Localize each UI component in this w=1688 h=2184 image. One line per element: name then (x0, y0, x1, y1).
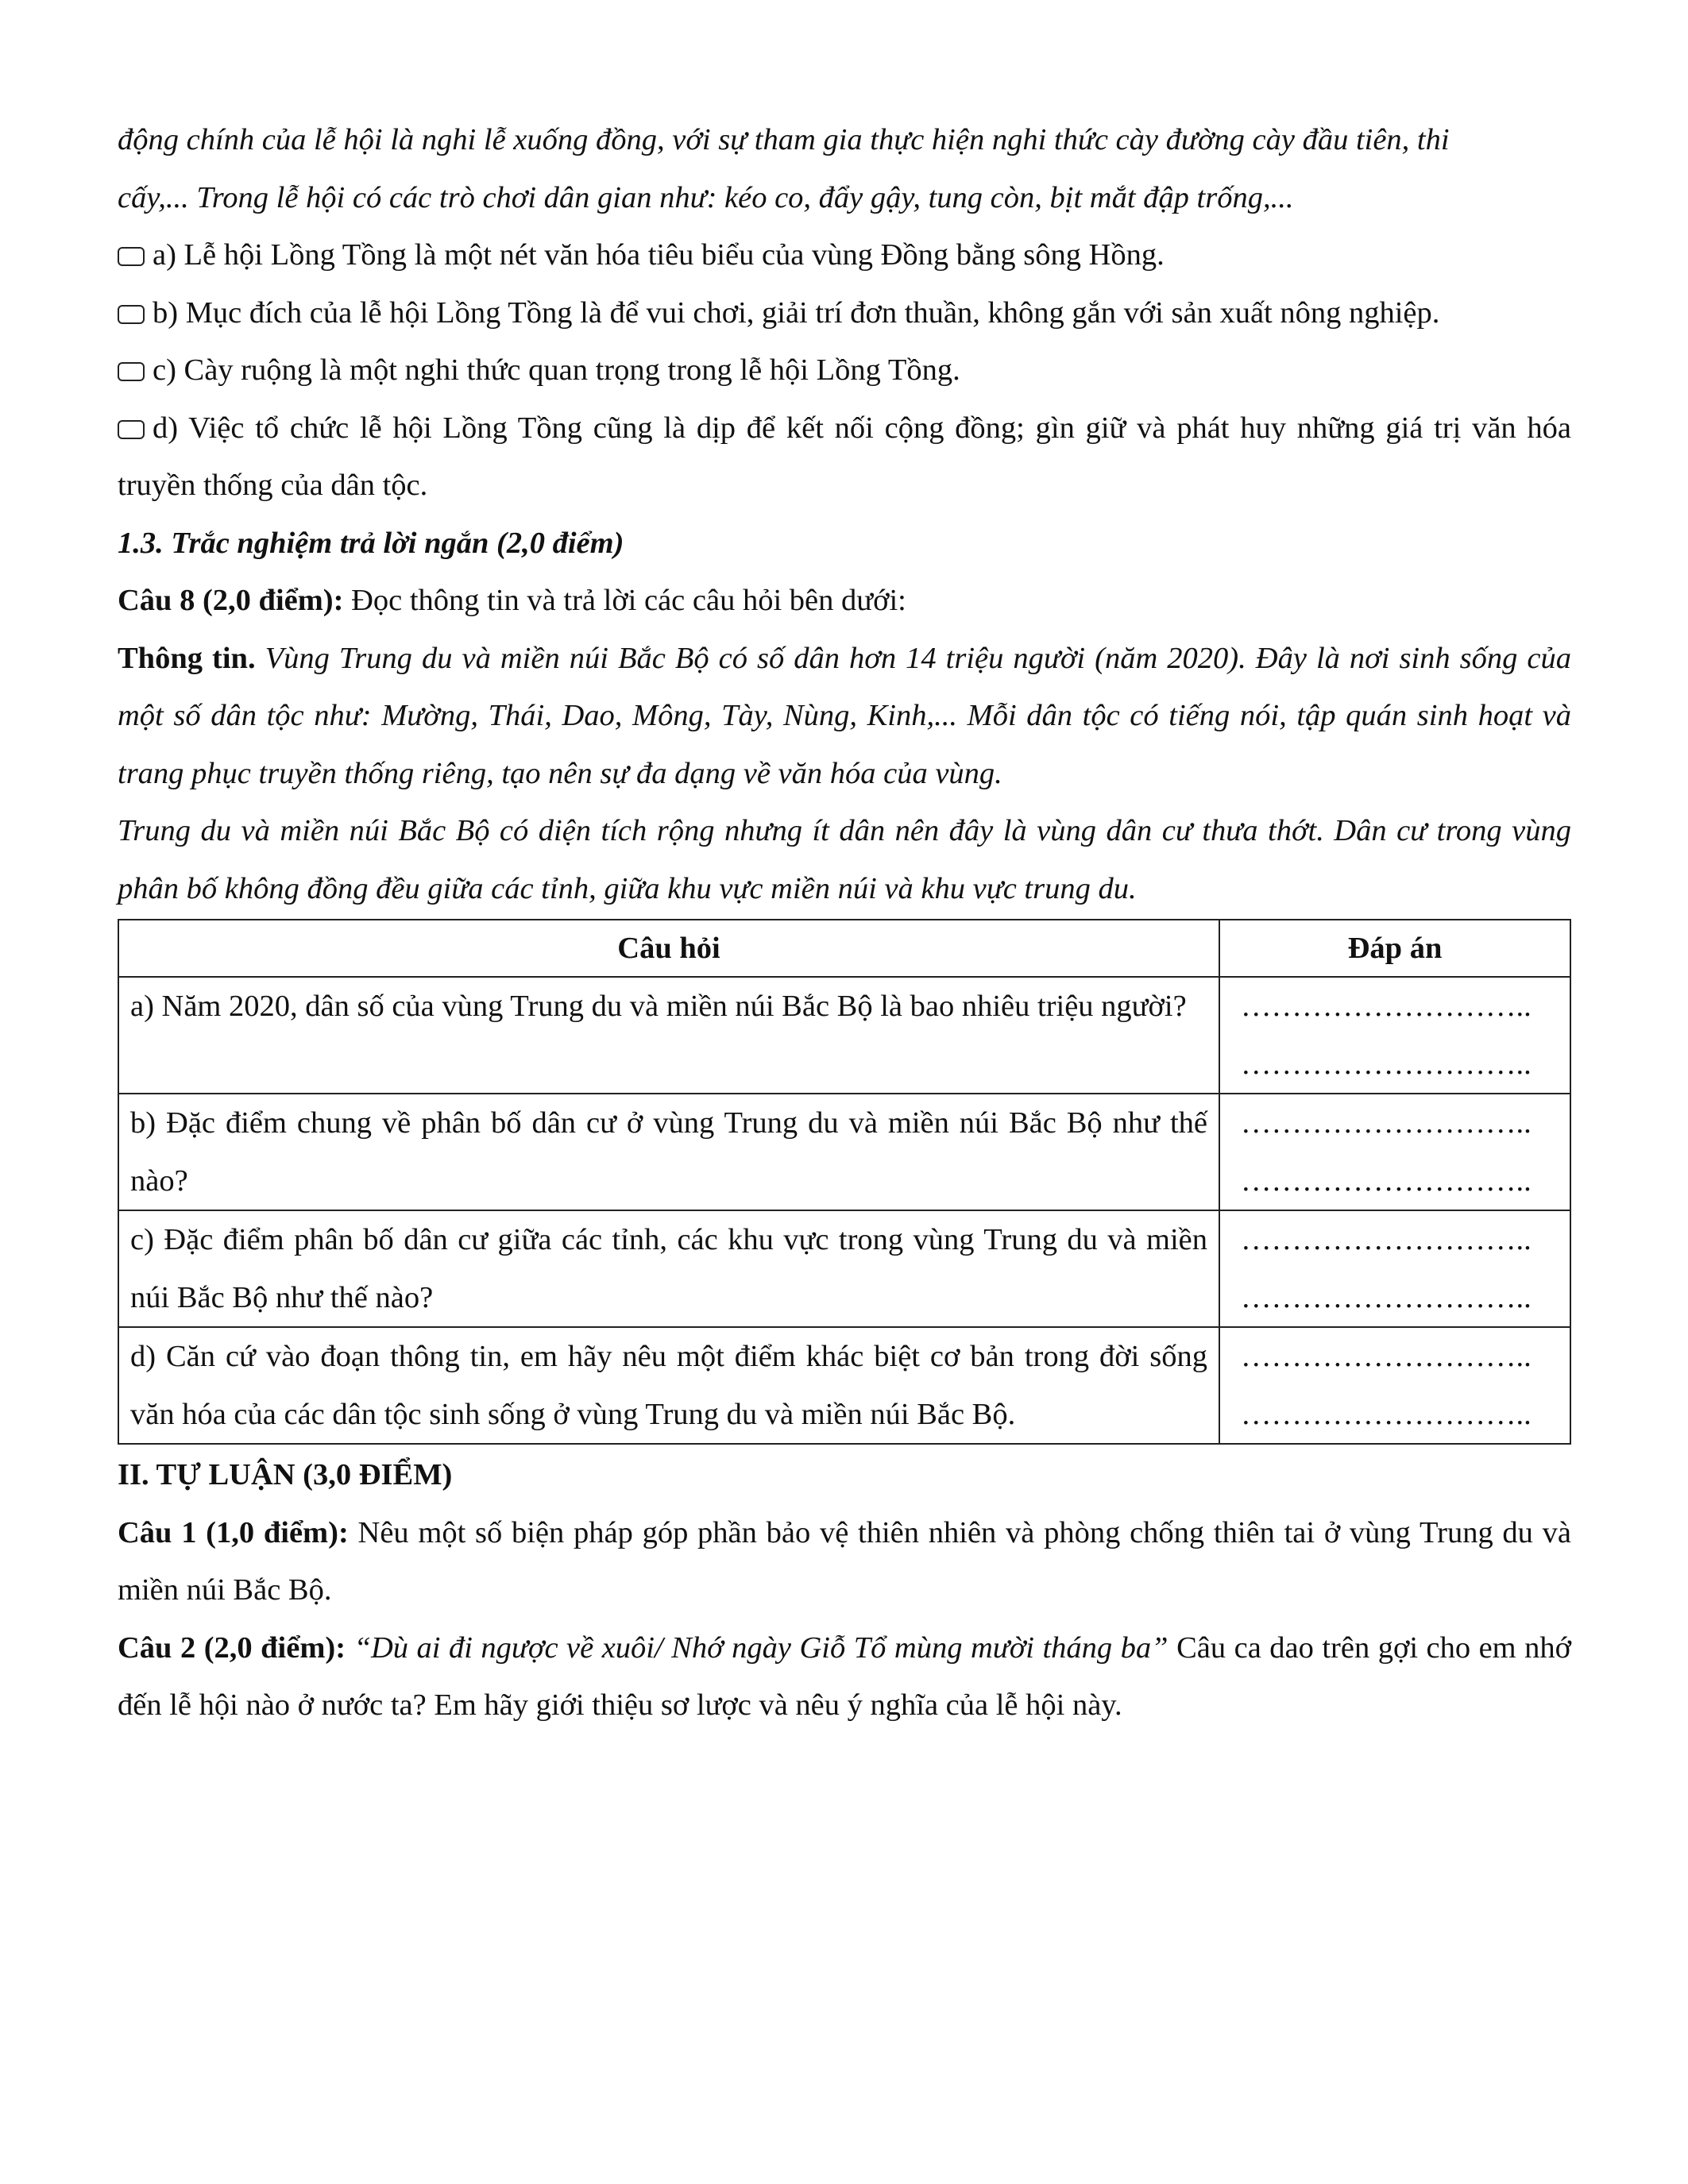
checkbox-b[interactable] (118, 305, 145, 324)
answer-dots: ……………………….. (1241, 1163, 1532, 1198)
checkbox-c[interactable] (118, 362, 145, 381)
header-answer: Đáp án (1219, 920, 1570, 977)
table-row (118, 1327, 1570, 1444)
checkbox-d[interactable] (118, 420, 145, 439)
statement-d-text: d) Việc tổ chức lễ hội Lồng Tồng cũng là dịp để kết nối cộng đồng; gìn giữ và phát huy những giá trị văn hóa truyền thống của dân tộc. (118, 411, 1571, 502)
statement-b (118, 284, 1571, 342)
essay-question-2 (118, 1619, 1571, 1734)
table-row (118, 977, 1570, 1094)
checkbox-a[interactable] (118, 247, 145, 266)
table-header-row (118, 920, 1570, 977)
statement-c-text: c) Cày ruộng là một nghi thức quan trọng trong lễ hội Lồng Tồng. (153, 353, 960, 387)
question-8 (118, 572, 1571, 630)
row-d-question: d) Căn cứ vào đoạn thông tin, em hãy nêu một điểm khác biệt cơ bản trong đời sống văn hóa của các dân tộc sinh sống ở vùng Trung du và miền núi Bắc Bộ. (118, 1327, 1219, 1444)
intro-line-1: động chính của lễ hội là nghi lễ xuống đồng, với sự tham gia thực hiện nghi thức cày đường cày đầu tiên, thi (118, 123, 1450, 156)
info-label: Thông tin. (118, 641, 256, 675)
info-paragraph-1 (118, 630, 1571, 803)
table-row (118, 1094, 1570, 1210)
answer-dots: ……………………….. (1241, 990, 1532, 1023)
row-c-question: c) Đặc điểm phân bố dân cư giữa các tỉnh, các khu vực trong vùng Trung du và miền núi Bắc Bộ như thế nào? (118, 1210, 1219, 1327)
statement-c (118, 341, 1571, 399)
row-c-answer[interactable] (1219, 1210, 1570, 1327)
question-8-text: Đọc thông tin và trả lời các câu hỏi bên dưới: (343, 584, 906, 617)
intro-line-2: cấy,... Trong lễ hội có các trò chơi dân gian như: kéo co, đẩy gậy, tung còn, bịt mắt đập trống,... (118, 180, 1294, 214)
header-question: Câu hỏi (118, 920, 1219, 977)
essay-question-1 (118, 1504, 1571, 1619)
answer-dots: ……………………….. (1241, 1397, 1532, 1431)
statement-d (118, 399, 1571, 515)
info-text-1: Vùng Trung du và miền núi Bắc Bộ có số dân hơn 14 triệu người (năm 2020). Đây là nơi sinh sống của một số dân tộc như: Mường, Thái, Dao, Mông, Tày, Nùng, Kinh,... Mỗi dân tộc có tiếng nói, tập quán sinh hoạt và trang phục truyền thống riêng, tạo nên sự đa dạng về văn hóa của vùng. (118, 641, 1571, 790)
row-d-answer[interactable] (1219, 1327, 1570, 1444)
table-row (118, 1210, 1570, 1327)
row-b-answer[interactable] (1219, 1094, 1570, 1210)
question-answer-table (118, 919, 1571, 1445)
answer-dots: ……………………….. (1241, 1280, 1532, 1314)
statement-a (118, 226, 1571, 284)
answer-dots: ……………………….. (1241, 1047, 1532, 1081)
essay-question-2-label: Câu 2 (2,0 điểm): (118, 1630, 346, 1665)
statement-b-text: b) Mục đích của lễ hội Lồng Tồng là để vui chơi, giải trí đơn thuần, không gắn với sản xuất nông nghiệp. (153, 295, 1440, 330)
essay-question-1-label: Câu 1 (1,0 điểm): (118, 1515, 349, 1549)
question-8-label: Câu 8 (2,0 điểm): (118, 584, 344, 617)
essay-question-1-text: Nêu một số biện pháp góp phần bảo vệ thiên nhiên và phòng chống thiên tai ở vùng Trung du và miền núi Bắc Bộ. (118, 1515, 1571, 1607)
section-1-3-heading: 1.3. Trắc nghiệm trả lời ngắn (2,0 điểm) (118, 526, 624, 560)
statement-a-text: a) Lễ hội Lồng Tồng là một nét văn hóa tiêu biểu của vùng Đồng bằng sông Hồng. (153, 238, 1165, 272)
row-a-answer[interactable] (1219, 977, 1570, 1094)
answer-dots: ……………………….. (1241, 1106, 1532, 1140)
essay-question-2-quote: “Dù ai đi ngược về xuôi/ Nhớ ngày Giỗ Tổ mùng mười tháng ba” (353, 1630, 1168, 1665)
essay-question-2-text: Câu ca dao trên gợi cho em nhớ đến lễ hội nào ở nước ta? Em hãy giới thiệu sơ lược và nêu ý nghĩa của lễ hội này. (118, 1630, 1571, 1722)
row-a-question: a) Năm 2020, dân số của vùng Trung du và miền núi Bắc Bộ là bao nhiêu triệu người? (118, 977, 1219, 1094)
answer-dots: ……………………….. (1241, 1340, 1532, 1373)
section-2-heading: II. TỰ LUẬN (3,0 ĐIỂM) (118, 1458, 453, 1491)
document-page (118, 111, 1571, 1734)
info-paragraph-2: Trung du và miền núi Bắc Bộ có diện tích rộng nhưng ít dân nên đây là vùng dân cư thưa thớt. Dân cư trong vùng phân bố không đồng đều giữa các tỉnh, giữa khu vực miền núi và khu vực trung du. (118, 814, 1571, 905)
row-b-question: b) Đặc điểm chung về phân bố dân cư ở vùng Trung du và miền núi Bắc Bộ như thế nào? (118, 1094, 1219, 1210)
answer-dots: ……………………….. (1241, 1223, 1532, 1256)
